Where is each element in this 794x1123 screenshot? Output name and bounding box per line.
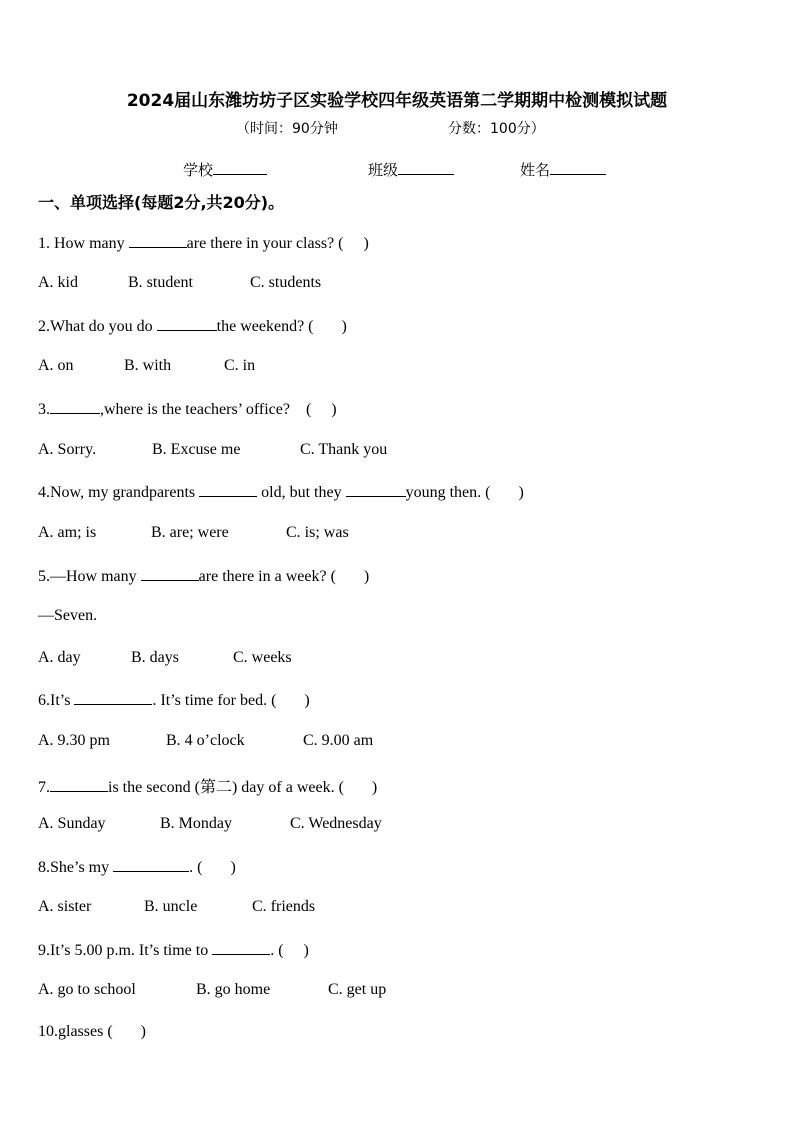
option-c[interactable]: C. in xyxy=(224,357,256,374)
school-label: 学校 xyxy=(183,161,214,179)
question-2 xyxy=(38,316,347,336)
question-5 xyxy=(38,566,369,586)
question-text: are there in a week? ( ) xyxy=(198,568,370,585)
question-text: is the second (第二) day of a week. ( ) xyxy=(108,779,378,796)
question-4 xyxy=(38,482,524,502)
options-8 xyxy=(38,898,315,916)
option-a[interactable]: A. kid xyxy=(38,274,78,291)
option-c[interactable]: C. students xyxy=(250,274,322,291)
options-7 xyxy=(38,815,382,833)
exam-title: 2024届山东潍坊坊子区实验学校四年级英语第二学期期中检测模拟试题 xyxy=(126,91,668,111)
question-text: 6.It’s xyxy=(38,692,75,709)
option-b[interactable]: B. with xyxy=(124,357,172,374)
option-a[interactable]: A. go to school xyxy=(38,981,136,998)
school-field xyxy=(183,159,368,180)
option-c[interactable]: C. Wednesday xyxy=(290,815,382,832)
option-b[interactable]: B. uncle xyxy=(144,898,198,915)
exam-meta xyxy=(236,118,545,138)
question-text: 1. How many xyxy=(38,235,129,252)
option-a[interactable]: A. 9.30 pm xyxy=(38,732,110,749)
options-6 xyxy=(38,732,373,750)
class-label: 班级 xyxy=(368,161,399,179)
answer-blank[interactable] xyxy=(157,316,217,331)
question-3 xyxy=(38,399,337,419)
question-text: . It’s time for bed. ( ) xyxy=(152,692,310,709)
option-c[interactable]: C. weeks xyxy=(233,649,292,666)
question-6 xyxy=(38,690,310,710)
class-blank[interactable] xyxy=(398,160,454,175)
question-text: young then. ( ) xyxy=(405,484,524,501)
name-label: 姓名 xyxy=(520,161,551,179)
time-limit: （时间：90分钟 xyxy=(236,121,338,137)
question-text: . ( ) xyxy=(270,942,309,959)
class-field xyxy=(368,159,520,180)
question-text: 4.Now, my grandparents xyxy=(38,484,200,501)
option-a[interactable]: A. Sorry. xyxy=(38,441,97,458)
option-b[interactable]: B. go home xyxy=(196,981,271,998)
question-text: old, but they xyxy=(257,484,346,501)
option-b[interactable]: B. Excuse me xyxy=(152,441,241,458)
name-field xyxy=(520,159,606,180)
question-text: 8.She’s my xyxy=(38,859,114,876)
question-text: . ( ) xyxy=(189,859,236,876)
option-a[interactable]: A. Sunday xyxy=(38,815,106,832)
answer-blank[interactable] xyxy=(129,233,187,248)
answer-blank[interactable] xyxy=(346,482,406,497)
question-text: 5.—How many xyxy=(38,568,141,585)
option-a[interactable]: A. on xyxy=(38,357,74,374)
option-b[interactable]: B. Monday xyxy=(160,815,232,832)
option-b[interactable]: B. are; were xyxy=(151,524,229,541)
question-text: ,where is the teachers’ office? ( ) xyxy=(100,401,337,418)
answer-blank[interactable] xyxy=(50,777,108,792)
student-info xyxy=(183,159,606,180)
question-9 xyxy=(38,940,309,960)
question-8 xyxy=(38,857,236,877)
options-5 xyxy=(38,649,292,667)
question-text: 2.What do you do xyxy=(38,318,157,335)
question-1 xyxy=(38,233,369,253)
answer-blank[interactable] xyxy=(141,566,199,581)
option-c[interactable]: C. friends xyxy=(252,898,316,915)
option-c[interactable]: C. is; was xyxy=(286,524,349,541)
question-text: are there in your class? ( ) xyxy=(186,235,369,252)
school-blank[interactable] xyxy=(213,160,267,175)
option-b[interactable]: B. student xyxy=(128,274,193,291)
option-c[interactable]: C. Thank you xyxy=(300,441,388,458)
answer-blank[interactable] xyxy=(113,857,189,872)
question-text: 7. xyxy=(38,779,50,796)
options-2 xyxy=(38,357,255,375)
answer-blank[interactable] xyxy=(74,690,152,705)
question-10: 10.glasses ( ) xyxy=(38,1023,146,1040)
option-c[interactable]: C. get up xyxy=(328,981,387,998)
answer-blank[interactable] xyxy=(50,399,100,414)
answer-blank[interactable] xyxy=(212,940,270,955)
section-heading: 一、单项选择(每题2分,共20分)。 xyxy=(38,193,285,212)
question-text: 3. xyxy=(38,401,50,418)
question-text: 9.It’s 5.00 p.m. It’s time to xyxy=(38,942,213,959)
options-4 xyxy=(38,524,349,542)
option-a[interactable]: A. sister xyxy=(38,898,92,915)
option-a[interactable]: A. day xyxy=(38,649,81,666)
option-b[interactable]: B. 4 o’clock xyxy=(166,732,245,749)
option-a[interactable]: A. am; is xyxy=(38,524,97,541)
options-3 xyxy=(38,441,387,459)
total-score: 分数：100分） xyxy=(448,121,545,137)
name-blank[interactable] xyxy=(550,160,606,175)
options-1 xyxy=(38,274,321,292)
question-7 xyxy=(38,774,377,797)
answer-blank[interactable] xyxy=(199,482,257,497)
options-9 xyxy=(38,981,386,999)
question-5-reply: —Seven. xyxy=(38,607,98,624)
option-b[interactable]: B. days xyxy=(131,649,179,666)
question-text: the weekend? ( ) xyxy=(216,318,347,335)
option-c[interactable]: C. 9.00 am xyxy=(303,732,374,749)
